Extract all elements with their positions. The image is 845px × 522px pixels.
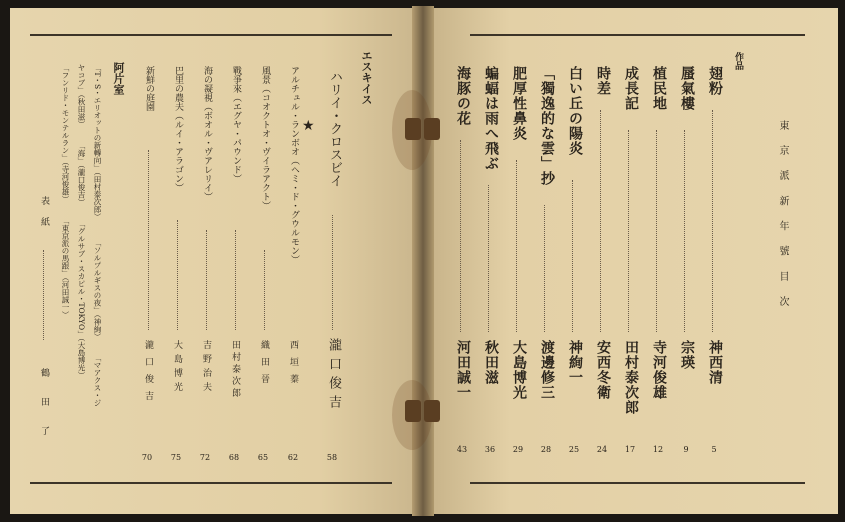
binding-thread: [424, 118, 440, 140]
esquisse-title: 戰爭來（エグヤ・パウンド）: [231, 66, 241, 183]
cover-label: 表紙: [39, 196, 49, 238]
leader-dots: [600, 110, 601, 332]
work-page: 9: [683, 445, 689, 454]
work-title: 蜃氣樓: [679, 66, 695, 111]
leader-dots: [656, 130, 657, 332]
work-author: 大島博光: [511, 340, 527, 400]
alkata-line: [60, 64, 71, 318]
work-title: 「獨逸的な雲」抄: [539, 66, 555, 186]
work-author: 安西冬衛: [595, 340, 611, 400]
work-page: 29: [512, 445, 524, 454]
work-author: 神西清: [707, 340, 723, 385]
esquisse-author: 吉野治夫: [201, 340, 211, 396]
cover-artist: 鶴田了: [39, 368, 49, 455]
work-title: 肥厚性鼻炎: [511, 66, 527, 141]
esquisse-title: 海の凝視（ボオル・ヴアレリイ）: [202, 66, 212, 201]
leader-dots: [460, 140, 461, 332]
alkata-item: 「T・S・エリオットの新轉向」（田村泰次郎）: [93, 64, 102, 221]
leader-dots: [712, 110, 713, 332]
esquisse-author: 西垣蓁: [288, 340, 298, 391]
work-page: 12: [652, 445, 664, 454]
esquisse-title: 風景（コオクトオ・ヴイラアクト）: [260, 66, 270, 210]
binding-thread: [405, 400, 421, 422]
alkata-item: 「ソルプルギスの夜」（神絢）: [93, 238, 102, 341]
work-author: 田村泰次郎: [623, 340, 639, 415]
work-author: 渡邊修三: [539, 340, 555, 400]
esquisse-page: 75: [170, 453, 182, 462]
work-title: 翅粉: [707, 66, 723, 96]
work-title: 海豚の花: [455, 66, 471, 126]
esquisse-page: 65: [257, 453, 269, 462]
esquisse-author: 織田晉: [259, 340, 269, 391]
alkata-item: 「グルサブ・スカピル・TOKYO」（大島博光）: [77, 220, 86, 380]
top-rule-right: [470, 34, 805, 36]
star-separator: ★: [302, 118, 315, 134]
alkata-item: 「東京派の馬跟」（河田誠一）: [61, 217, 70, 319]
work-page: 43: [456, 445, 468, 454]
esquisse-title: 巴里の農夫（ルイ・アラゴン）: [173, 66, 183, 192]
esquisse-author: 瀧口俊吉: [326, 338, 341, 414]
alkata-item: 「海」（瀧口俊吉）: [77, 142, 86, 206]
esquisse-author: 瀧口俊吉: [143, 340, 153, 408]
work-author: 河田誠一: [455, 340, 471, 400]
leader-dots: [544, 205, 545, 332]
leader-dots: [684, 130, 685, 332]
alkata-item: 「マアクス・ジ: [93, 354, 102, 407]
top-rule-left: [30, 34, 392, 36]
leader-dots: [488, 185, 489, 332]
bottom-rule-left: [30, 482, 392, 484]
leader-dots: [43, 250, 44, 340]
work-title: 成長記: [623, 66, 639, 111]
esquisse-page: 62: [287, 453, 299, 462]
esquisse-title: ハリイ・クロスビイ: [327, 70, 342, 187]
work-page: 24: [596, 445, 608, 454]
leader-dots: [206, 230, 207, 330]
work-title: 白い丘の陽炎: [567, 66, 583, 156]
section-esquisse-heading: エスキイス: [360, 50, 373, 105]
esquisse-title: アルチュル・ランボオ（ヘミ・ド・グウルモン）: [289, 66, 299, 264]
work-page: 36: [484, 445, 496, 454]
section-alkata-heading: 阿片室: [112, 62, 125, 95]
work-page: 25: [568, 445, 580, 454]
work-title: 蝙蝠は雨へ飛ぶ: [483, 66, 499, 171]
alkata-line: [92, 64, 103, 407]
esquisse-author: 田村泰次郎: [230, 340, 240, 400]
work-page: 17: [624, 445, 636, 454]
esquisse-page: 70: [141, 453, 153, 462]
binding-thread: [405, 118, 421, 140]
leader-dots: [628, 130, 629, 332]
bottom-rule-right: [470, 482, 805, 484]
esquisse-author: 大島博光: [172, 340, 182, 396]
leader-dots: [264, 250, 265, 330]
esquisse-page: 68: [228, 453, 240, 462]
alkata-line: [76, 64, 87, 379]
section-works-heading: 作品: [733, 52, 743, 70]
leader-dots: [148, 150, 149, 330]
work-title: 時差: [595, 66, 611, 96]
leader-dots: [235, 230, 236, 330]
work-author: 寺河俊雄: [651, 340, 667, 400]
leader-dots: [516, 160, 517, 332]
leader-dots: [572, 180, 573, 332]
magazine-title: 東 京 派 新 年 號 目 次: [777, 120, 788, 313]
binding-thread: [424, 400, 440, 422]
work-author: 秋田滋: [483, 340, 499, 385]
work-page: 5: [711, 445, 717, 454]
work-page: 28: [540, 445, 552, 454]
esquisse-page: 72: [199, 453, 211, 462]
alkata-item: 「フンリド・モンテルラン」（寺河俊雄）: [61, 64, 70, 203]
leader-dots: [332, 215, 333, 330]
alkata-item: ヤコブ」（秋田滋）: [77, 64, 86, 128]
esquisse-page: 58: [326, 453, 338, 462]
work-author: 神絢一: [567, 340, 583, 385]
esquisse-title: 新鮮の庭園: [144, 66, 154, 111]
work-author: 宗瑛: [679, 340, 695, 370]
leader-dots: [177, 220, 178, 330]
work-title: 植民地: [651, 66, 667, 111]
